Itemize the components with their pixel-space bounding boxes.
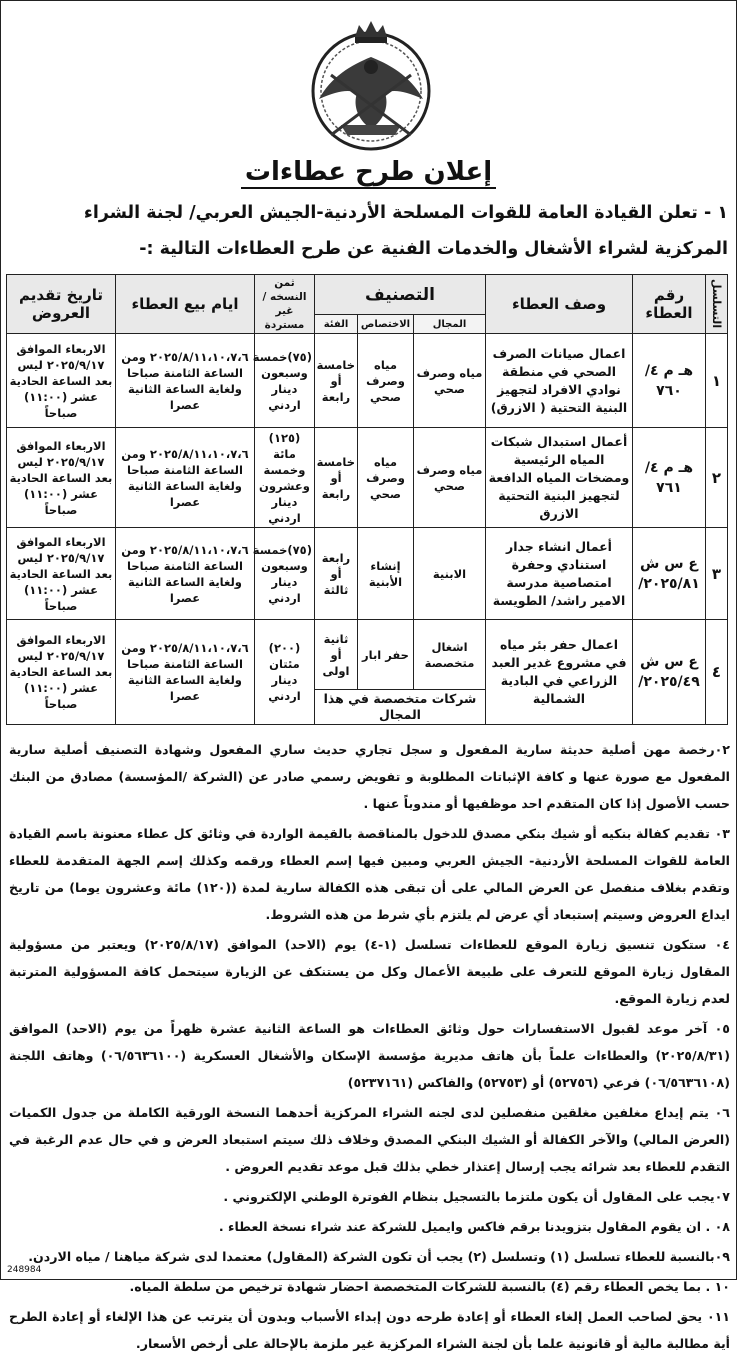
row-number: هـ م ٤/ ٧٦٠	[633, 334, 706, 428]
row-field: مياه وصرف صحي	[414, 334, 486, 428]
table-row	[6, 528, 727, 620]
row-submission-date: الاربعاء الموافق ٢٠٢٥/٩/١٧ ليس بعد الساعة الحادية عشر (١١:٠٠) صباحاً	[6, 334, 115, 428]
intro-paragraph: ١ - تعلن القيادة العامة للقوات المسلحة الأردنية-الجيش العربي/ لجنة الشراء المركزية لشراء الأشغال والخدمات الفنية عن طرح العطاءات التالية :-	[83, 203, 728, 259]
row-seq: ٢	[706, 428, 728, 528]
table-row	[6, 428, 727, 528]
page-title: إعلان طرح عطاءات	[1, 157, 736, 187]
list-item: ٠٨ . ان يقوم المقاول بتزويدنا برقم فاكس وايميل للشركة عند شراء نسخة العطاء .	[218, 1219, 730, 1234]
list-item: ٠٧يجب على المقاول أن يكون ملتزما بالتسجيل بنظام الفوترة الوطني الإلكتروني .	[223, 1189, 730, 1204]
header-description: وصف العطاء	[486, 275, 633, 334]
header-category: الفئة	[314, 315, 357, 334]
list-item: ٠٣ تقديم كفالة بنكيه أو شيك بنكي مصدق للدخول بالمناقصة بالقيمة الواردة في وثائق كل عطاء معنونة باسم القيادة العامة للقوات المسلحة الأردنية- الجيش العربي ومبين فيها إسم العطاء ورقمه وكذلك إسم الجهة المتقدمة للعطاء وتقدم بغلاف منفصل عن العرض المالي على أن تبقى هذه الكفالة سارية لمدة ((١٢٠) مائة وعشرون يوما) من تاريخ ايداع العروض وسيتم إستبعاد أي عرض لم يلتزم بأي شرط من هذه الشروط.	[9, 826, 730, 922]
list-item: ٠٢رخصة مهن أصلية حديثة سارية المفعول و سجل تجاري حديث ساري المفعول وشهادة التصنيف أصلية سارية المفعول مع صورة عنها و كافة الإثباتات المطلوبة و تفويض رسمي صادر عن (الشركة /المؤسسة) مصادق من البنك حسب الأصول إذا كان المتقدم احد موظفيها أو مندوباً عنها .	[9, 742, 730, 811]
row-category: خامسة أو رابعة	[314, 428, 357, 528]
row-description: أعمال انشاء جدار استنادي وحفرة امتصاصية مدرسة الامير راشد/ الطويسة	[486, 528, 633, 620]
row-category: ثانية أو اولى	[314, 620, 357, 690]
header-price: ثمن النسخه /غير مستردة	[254, 275, 314, 334]
ad-code: 248984	[7, 1265, 42, 1275]
list-item: ٠١١ يحق لصاحب العمل إلغاء العطاء أو إعادة طرحه دون إبداء الأسباب وبدون أن يترتب عن هذا الإلغاء أو إعادة الطرح أية مطالبة مالية أو قانونية علما بأن لجنة الشراء المركزية غير ملزمة بالإحالة على أرخص الأسعار.	[9, 1309, 730, 1351]
row-field: الابنية	[414, 528, 486, 620]
row-price: (٧٥)خمسة وسبعون دينار اردني	[254, 528, 314, 620]
row-submission-date: الاربعاء الموافق ٢٠٢٥/٩/١٧ ليس بعد الساعة الحادية عشر (١١:٠٠) صباحاً	[6, 428, 115, 528]
header-number: رقم العطاء	[633, 275, 706, 334]
row-specialty: إنشاء الأبنية	[358, 528, 414, 620]
list-item: ١٠ . بما يخص العطاء رقم (٤) بالنسبة للشركات المتخصصة احضار شهادة ترخيص من سلطة المياه.	[129, 1279, 730, 1294]
list-item: ٠٥ آخر موعد لقبول الاستفسارات حول وثائق العطاءات هو الساعة الثانية عشرة ظهراً من يوم (الاحد) الموافق (٢٠٢٥/٨/٣١) والعطاءات علماً بأن هاتف مديرية مؤسسة الإسكان والأشغال العسكرية (٠٦/٥٦٣٦١٠٠) وهاتف اللجنة (٠٦/٥٦٣٦١٠٨) فرعي (٥٢٧٥٦) أو (٥٢٧٥٣) والفاكس (٥٢٣٧١٦١)	[9, 1021, 730, 1090]
header-classification: التصنيف	[314, 275, 485, 315]
table-row	[6, 334, 727, 428]
row-number: هـ م ٤/ ٧٦١	[633, 428, 706, 528]
row-field: مياه وصرف صحي	[414, 428, 486, 528]
header-submission-date: تاريخ تقديم العروض	[6, 275, 115, 334]
row-sale-days: ٢٠٢٥/٨/١١،١٠،٧،٦ ومن الساعة الثامنة صباحا ولغاية الساعة الثانية عصرا	[115, 334, 254, 428]
row-sale-days: ٢٠٢٥/٨/١١،١٠،٧،٦ ومن الساعة الثامنة صباحا ولغاية الساعة الثانية عصرا	[115, 428, 254, 528]
row-number: ع س ش ٢٠٢٥/٨١/	[633, 528, 706, 620]
header-sale-days: ايام بيع العطاء	[115, 275, 254, 334]
row-specialty: مياه وصرف صحي	[358, 428, 414, 528]
row-price: (٢٠٠) مئتان دينار اردني	[254, 620, 314, 725]
header-seq: التسلسل	[706, 275, 728, 334]
row-seq: ٣	[706, 528, 728, 620]
row-field: اشغال متخصصة	[414, 620, 486, 690]
header-field: المجال	[414, 315, 486, 334]
row-price: (١٢٥) مائة وخمسة وعشرون دينار اردني	[254, 428, 314, 528]
tenders-table	[6, 274, 728, 725]
row-number: ع س ش ٢٠٢٥/٤٩/	[633, 620, 706, 725]
row-specialty: حفر ابار	[358, 620, 414, 690]
list-item: ٠٩بالنسبة للعطاء تسلسل (١) وتسلسل (٢) يجب أن تكون الشركة (المقاول) معتمدا لدى شركة مياهنا / مياه الاردن.	[28, 1249, 730, 1264]
row-submission-date: الاربعاء الموافق ٢٠٢٥/٩/١٧ ليس بعد الساعة الحادية عشر (١١:٠٠) صباحاً	[6, 528, 115, 620]
list-item: ٠٤ ستكون تنسيق زيارة الموقع للعطاءات تسلسل (١-٤) يوم (الاحد) الموافق (٢٠٢٥/٨/١٧) ويعتبر من مسؤولية المقاول زيارة الموقع للتعرف على طبيعة الأعمال وكل من يستنكف عن الزيارة سيتحمل كافة المسؤولية المترتبة لعدم زيارة الموقع.	[9, 937, 730, 1006]
row-category: خامسة أو رابعة	[314, 334, 357, 428]
row-seq: ١	[706, 334, 728, 428]
row-submission-date: الاربعاء الموافق ٢٠٢٥/٩/١٧ ليس بعد الساعة الحادية عشر (١١:٠٠) صباحاً	[6, 620, 115, 725]
row-sale-days: ٢٠٢٥/٨/١١،١٠،٧،٦ ومن الساعة الثامنة صباحا ولغاية الساعة الثانية عصرا	[115, 620, 254, 725]
row-sale-days: ٢٠٢٥/٨/١١،١٠،٧،٦ ومن الساعة الثامنة صباحا ولغاية الساعة الثانية عصرا	[115, 528, 254, 620]
row-description: اعمال حفر بئر مياه في مشروع غدير العبد الزراعي في البادية الشمالية	[486, 620, 633, 725]
conditions-list	[9, 736, 730, 1360]
list-item: ٠٦ يتم إيداع مغلفين مغلقين منفصلين لدى لجنه الشراء المركزية أحدهما النسخة الورقية الكاملة من جدول الكميات (العرض المالي) والآخر الكفالة أو الشيك البنكي المصدق وخلاف ذلك سيتم استبعاد العرض و في حال عدم الرغبة في التقدم للعطاء بعد شرائه يجب إرسال إعتذار خطي بذلك قبل موعد تقديم العروض .	[9, 1105, 730, 1174]
table-row	[6, 620, 727, 690]
row-description: أعمال استبدال شبكات المياه الرئيسية ومضخات المياه الدافعة لتجهيز البنية التحتية الازرق	[486, 428, 633, 528]
row-seq: ٤	[706, 620, 728, 725]
row-category: رابعة أو ثالثة	[314, 528, 357, 620]
armed-forces-emblem-icon	[291, 15, 451, 155]
row-specialty: مياه وصرف صحي	[358, 334, 414, 428]
header-specialty: الاختصاص	[358, 315, 414, 334]
row-description: اعمال صيانات الصرف الصحي في منطقة نوادي الافراد لتجهيز البنية التحتية ( الازرق)	[486, 334, 633, 428]
row-price: (٧٥)خمسة وسبعون دينار اردني	[254, 334, 314, 428]
row-special-note: شركات متخصصة في هذا المجال	[314, 690, 485, 725]
